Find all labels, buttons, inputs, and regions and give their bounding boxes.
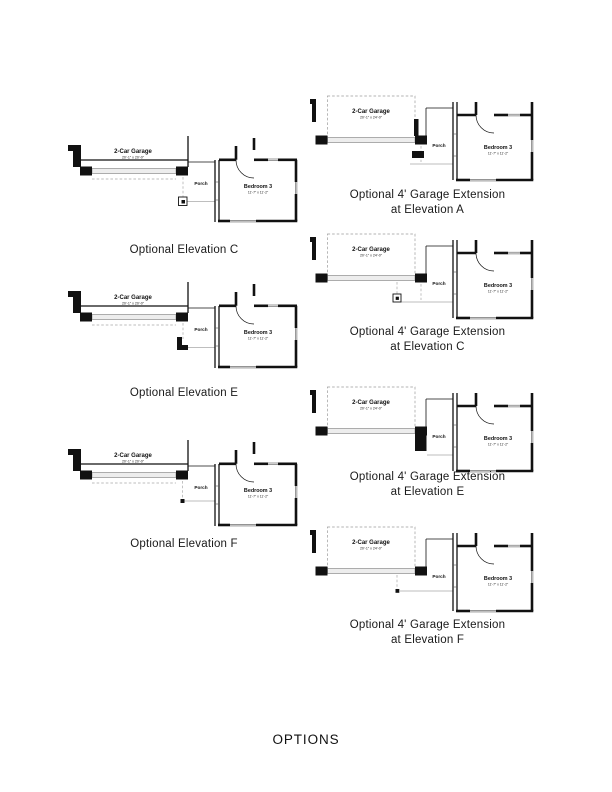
bedroom-dims: 11'-7" x 11'-2" [247, 336, 269, 341]
porch-column [181, 499, 185, 503]
bedroom-walls [456, 393, 533, 472]
front-wall [215, 306, 219, 368]
caption-line-1: Optional 4' Garage Extension [349, 189, 506, 201]
bedroom-dims: 11'-7" x 11'-2" [247, 494, 269, 499]
door-arc [476, 253, 494, 271]
door-arc [476, 546, 494, 564]
caption-extension-e [310, 470, 545, 499]
door-arc [476, 115, 494, 133]
floorplan-drawing [310, 94, 545, 194]
front-wall [453, 393, 457, 471]
caption-line-1: Optional 4' Garage Extension [349, 471, 506, 483]
bedroom-label: Bedroom 3 [483, 283, 513, 289]
front-wall [453, 533, 457, 611]
bedroom-dims: 11'-7" x 11'-2" [487, 289, 509, 294]
caption-elevation-e: Optional Elevation E [129, 387, 239, 399]
porch-column [177, 337, 188, 350]
bedroom-dims: 11'-7" x 11'-2" [487, 582, 509, 587]
caption-extension-c [310, 325, 545, 354]
garage-dims: 20'-1" x 20'-0" [121, 459, 145, 464]
garage-door [80, 313, 188, 326]
garage-label: 2-Car Garage [114, 453, 152, 459]
floorplan-drawing [64, 136, 304, 232]
garage-dims: 20'-1" x 24'-0" [359, 115, 383, 120]
bedroom-walls [456, 240, 533, 319]
plan-garage-extension-elevation-a [310, 94, 545, 194]
bedroom-walls [456, 102, 533, 181]
garage-door [80, 167, 188, 180]
caption-line-1: Optional 4' Garage Extension [349, 619, 506, 631]
porch-label: Porch [194, 485, 208, 490]
bedroom-dims: 11'-7" x 11'-2" [487, 442, 509, 447]
garage-label: 2-Car Garage [114, 149, 152, 155]
porch-column [415, 435, 427, 451]
caption-line-2: at Elevation E [390, 485, 465, 498]
bedroom-walls [218, 442, 297, 526]
garage-door [316, 567, 428, 576]
caption-extension-f [310, 618, 545, 647]
bedroom-walls [218, 284, 297, 368]
garage-dims: 20'-1" x 24'-0" [359, 546, 383, 551]
caption-line-2: at Elevation A [390, 203, 465, 216]
garage-door [80, 471, 188, 484]
porch-label: Porch [194, 181, 208, 186]
plan-garage-extension-elevation-f [310, 525, 545, 625]
garage-label: 2-Car Garage [352, 247, 390, 253]
bedroom-walls [218, 138, 297, 222]
plan-optional-elevation-e [64, 282, 304, 378]
front-wall [215, 160, 219, 222]
garage-label: 2-Car Garage [114, 295, 152, 301]
porch-label: Porch [432, 434, 446, 439]
porch-label: Porch [432, 281, 446, 286]
porch-outline [400, 539, 453, 591]
porch-column [179, 197, 188, 206]
floorplan-drawing [64, 440, 304, 536]
door-arc [236, 160, 254, 178]
garage-door [316, 274, 428, 283]
bedroom-label: Bedroom 3 [483, 436, 513, 442]
bedroom-dims: 11'-7" x 11'-2" [247, 190, 269, 195]
plan-garage-extension-elevation-c [310, 232, 545, 332]
bedroom-dims: 11'-7" x 11'-2" [487, 151, 509, 156]
door-arc [236, 306, 254, 324]
porch-label: Porch [194, 327, 208, 332]
door-arc [236, 464, 254, 482]
caption-extension-a [310, 188, 545, 217]
bedroom-label: Bedroom 3 [243, 184, 273, 190]
caption-line-2: at Elevation C [390, 340, 465, 353]
caption-line-2: at Elevation F [390, 633, 465, 646]
bedroom-label: Bedroom 3 [483, 145, 513, 151]
front-wall [215, 464, 219, 526]
porch-outline [426, 399, 453, 455]
sheet-title: OPTIONS [272, 732, 340, 747]
bedroom-label: Bedroom 3 [483, 576, 513, 582]
bedroom-label: Bedroom 3 [243, 488, 273, 494]
porch-column [393, 282, 401, 302]
garage-label: 2-Car Garage [352, 540, 390, 546]
floorplan-drawing [64, 282, 304, 378]
floorplan-drawing [310, 525, 545, 625]
front-wall [453, 102, 457, 180]
plan-optional-elevation-f [64, 440, 304, 536]
porch-label: Porch [432, 574, 446, 579]
door-arc [476, 406, 494, 424]
porch-label: Porch [432, 143, 446, 148]
porch-column [396, 575, 400, 593]
floorplan-drawing [310, 232, 545, 332]
garage-dims: 20'-1" x 20'-0" [121, 301, 145, 306]
caption-elevation-f: Optional Elevation F [130, 538, 238, 550]
garage-dims: 20'-1" x 24'-0" [359, 253, 383, 258]
garage-dims: 20'-1" x 24'-0" [359, 406, 383, 411]
garage-label: 2-Car Garage [352, 400, 390, 406]
bedroom-label: Bedroom 3 [243, 330, 273, 336]
garage-door [316, 427, 428, 436]
caption-elevation-c: Optional Elevation C [129, 244, 239, 256]
front-wall [453, 240, 457, 318]
garage-dims: 20'-1" x 20'-0" [121, 155, 145, 160]
plan-optional-elevation-c [64, 136, 304, 232]
caption-line-1: Optional 4' Garage Extension [349, 326, 506, 338]
garage-label: 2-Car Garage [352, 109, 390, 115]
garage-door [316, 136, 428, 145]
bedroom-walls [456, 533, 533, 612]
